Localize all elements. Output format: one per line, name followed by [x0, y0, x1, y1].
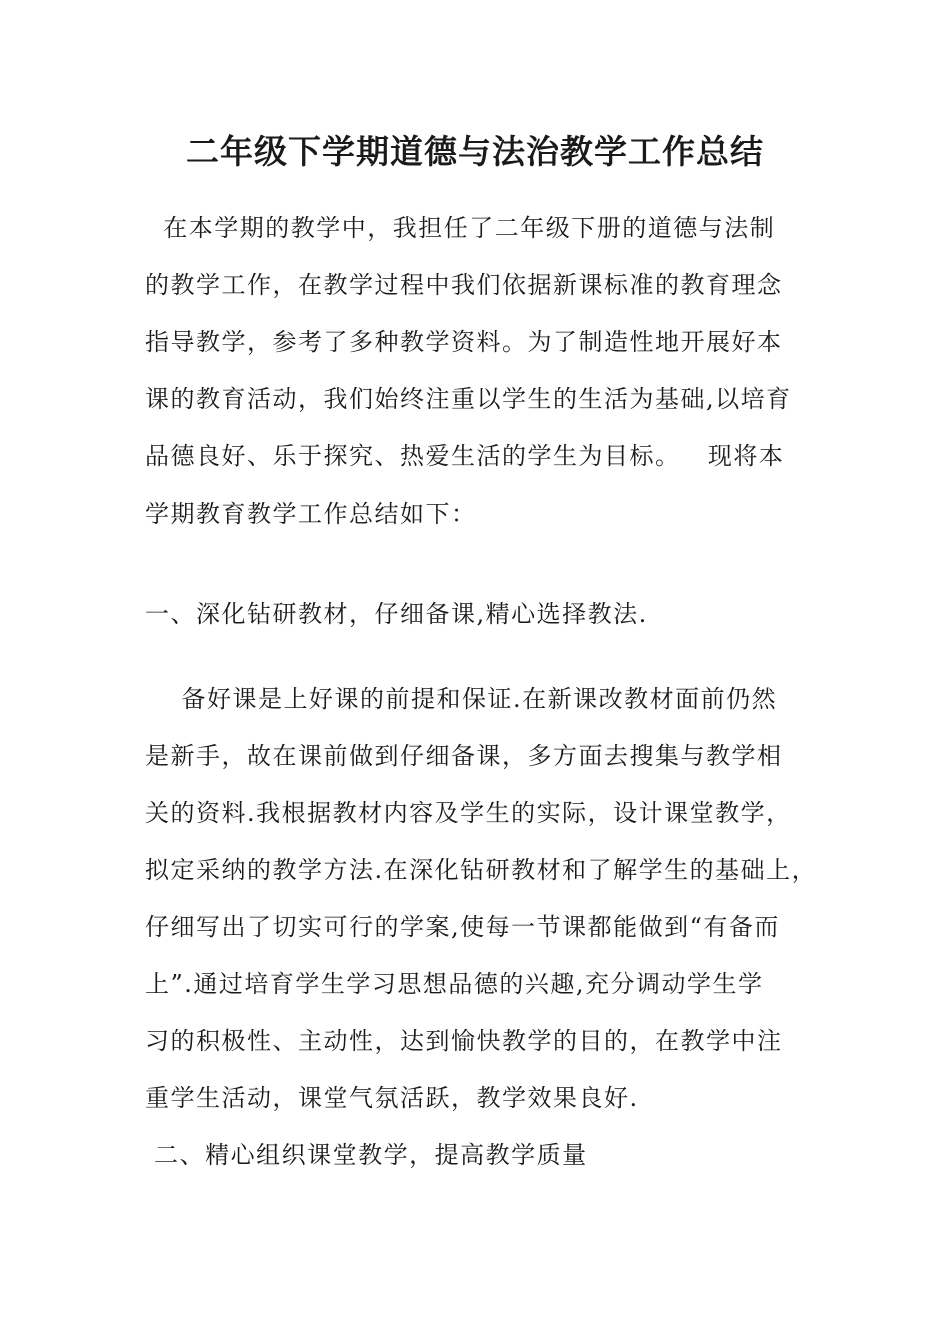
section-heading: 一、深化钻研教材，仔细备课,精心选择教法. [145, 600, 648, 628]
paragraph-line: 习的积极性、主动性，达到愉快教学的目的，在教学中注 [145, 1027, 783, 1055]
paragraph-line: 上”.通过培育学生学习思想品德的兴趣,充分调动学生学 [145, 970, 764, 998]
paragraph-line: 仔细写出了切实可行的学案,使每一节课都能做到“有备而 [145, 913, 780, 941]
paragraph-line: 是新手，故在课前做到仔细备课，多方面去搜集与教学相 [145, 742, 783, 770]
paragraph-line: 课的教育活动，我们始终注重以学生的生活为基础,以培育 [145, 385, 792, 413]
paragraph-line: 重学生活动，课堂气氛活跃，教学效果良好. [145, 1084, 639, 1112]
section-heading: 二、精心组织课堂教学，提高教学质量 [145, 1141, 588, 1169]
paragraph-line: 备好课是上好课的前提和保证.在新课改教材面前仍然 [145, 685, 778, 713]
document-title: 二年级下学期道德与法治教学工作总结 [186, 132, 764, 171]
paragraph-line: 的教学工作，在教学过程中我们依据新课标准的教育理念 [145, 271, 783, 299]
paragraph-line: 关的资料.我根据教材内容及学生的实际，设计课堂教学， [145, 799, 792, 827]
paragraph-line: 拟定采纳的教学方法.在深化钻研教材和了解学生的基础上， [145, 856, 818, 884]
paragraph-line: 指导教学，参考了多种教学资料。为了制造性地开展好本 [145, 328, 783, 356]
paragraph-line: 在本学期的教学中，我担任了二年级下册的道德与法制 [145, 214, 776, 242]
paragraph-line: 品德良好、乐于探究、热爱生活的学生为目标。 现将本 [145, 442, 785, 470]
paragraph-line: 学期教育教学工作总结如下： [145, 500, 477, 528]
